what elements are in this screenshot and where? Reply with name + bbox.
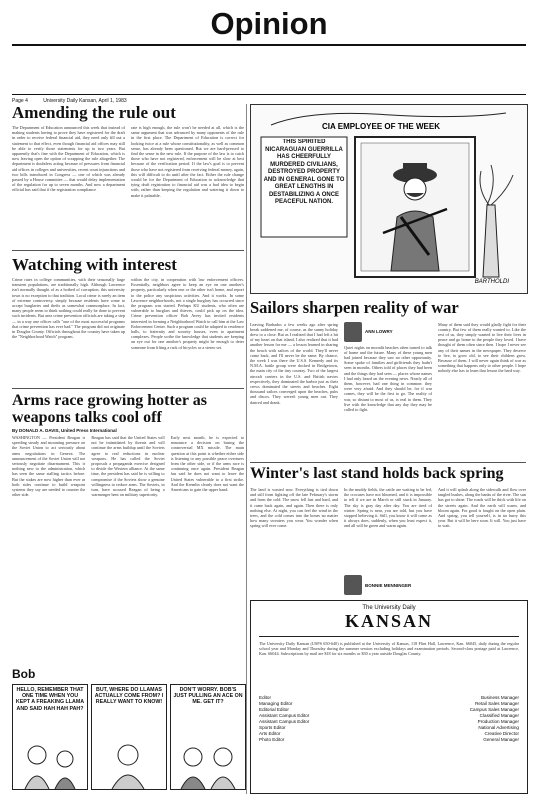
staff-list-editorial: Editor Managing Editor Editorial Editor Assistant Campus Editor Assistant Campus Editor Sports Editor Arts Editor Photo Editor: [259, 695, 310, 742]
speech-bubble: HELLO, REMEMBER THAT ONE TIME WHEN YOU KEPT A FREAKING LLAMA AND SAID HAH HAH PAH?: [15, 687, 85, 712]
editorial-column: within the city, in cooperation with law enforcement officers. Essentially, neighbors agree to keep an eye on one another's property, particularly when one or the other isn't home, and report to the police any suspicious activities. And it works. In some Lawrence neighborhoods, not a single burglary has occurred since the program was started. Perhaps KU students, who often are vulnerable to burglars and thieves, could pick up on the idea. Crime prevention officer Bob Avery has invited residents interested in forming a Neighborhood Watch to call him at the Law Enforcement Center. Such a program could be adapted to residence halls, to fraternity and sorority houses, even to apartment complexes. People scribe the knowledge that students are keeping an eye out for one another's property might be enough to deter someone from lifting a rack of bicycles or a stereo set.: [131, 277, 244, 350]
comic-figure: [13, 739, 87, 789]
page-number: Page 4: [12, 98, 28, 104]
comic-figure: [92, 739, 166, 789]
cartoon-signature: BARTHOLDI: [474, 279, 509, 285]
article-arms-race: [12, 392, 244, 662]
headline-sailors: Sailors sharpen reality of war: [250, 298, 459, 317]
kansan-notice: The University Daily Kansan (USPS 650-640) is published at the University of Kansas, 118 Flint Hall, Lawrence, Kan. 66045, daily during the regular school year and Monday and Thursday during the summer session excluding holidays and examination periods. Second-class postage paid at Lawrence, Kan. 66044. Subscriptions by mail are $18 for six months or $30 a year outside Douglas County.: [259, 641, 519, 657]
comic-panel: [170, 684, 246, 790]
headline-amending: Amending the rule out: [12, 103, 176, 122]
column-winter: [250, 466, 526, 596]
author-box: [344, 322, 432, 342]
editorial-column: Crime rates in college communities, with their seasonally large transient populations, are traditionally high. Although Lawrence isn't normally thought of as a hotbed of corruption, this university town is no exception to that tradition. Local crime is rarely an item of extreme controversy, simply because residents have come to accept burglaries and thefts as somewhat commonplace. In fact, many people seem to think nothing could really be done to prevent such incidents. But area crime prevention officials are taking a step — in a way one officer calls "one of the most successful programs that crime prevention has ever had." The program did not originate in Douglas County. Officials throughout the country have taken up the "Neighborhood Watch" program.: [12, 277, 125, 340]
article-column: WASHINGTON — President Reagan is speeding steady and mounting pressure on the Soviet Union to act seriously about arms negotiations in Geneva. The announcement of the Soviet Union will not seriously negotiate disarmament. This is nothing new to the administration, which has seen the same stalling tactics before. But the stakes are now higher than ever as both sides continue to build weapons systems they say are needed to counter the other side.: [12, 435, 86, 498]
column-text: Quiet nights on moonlit beaches often turned to talk of home and the future. Many of these young men had joined because they saw no other opportunity. Some spoke of families and girlfriends they hadn't seen in months. Others told of places they had been and the things they had seen — places whose names I had only heard on the evening news. Nearly all of them, however, had one thing in common: they were very afraid. And they should be, for if war comes, they will be the first to go. The reality of war, so distant to most of us, is real to them. They live with the knowledge that any day they may be called to fight.: [344, 344, 432, 412]
cartoon-caption: CIA EMPLOYEE OF THE WEEK: [322, 122, 440, 131]
opinion-masthead: [12, 6, 526, 104]
page-title: Opinion: [210, 6, 328, 41]
editorial-watching: [12, 256, 244, 384]
headline-arms: Arms race growing hotter as weapons talks cool off: [12, 392, 207, 426]
editorial-cartoon: [250, 104, 528, 294]
section-divider: [12, 388, 244, 389]
author-name: BONNIE MENNINGER: [365, 582, 412, 588]
author-photo: [344, 322, 362, 342]
comic-panel: [12, 684, 88, 790]
author-photo: [344, 575, 362, 595]
kansan-rule: [259, 636, 519, 637]
speech-bubble: BUT, WHERE DO LLAMAS ACTUALLY COME FROM? I REALLY WANT TO KNOW!: [94, 687, 164, 706]
masthead-rule: [12, 44, 526, 46]
author-name: ANN LOWRY: [365, 329, 393, 334]
cartoon-illustration: [251, 105, 527, 293]
headline-watching: Watching with interest: [12, 255, 177, 274]
column-text: In the muddy fields, the cattle are waiting to be fed, the crocuses have not bloomed, and it is impossible to tell if we are in March or still stuck in January. The sky is gray day after day. You are tired of winter. Spring is near, you are told, but you have stopped believing it. Still, you know it will come as it always does, suddenly, when you least expect it, and all will be green and warm again.: [344, 487, 432, 529]
paper-date: University Daily Kansan, April 1, 1983: [43, 98, 127, 104]
column-text: And it will splash along the sidewalk and flow over tangled bushes, along the banks of the river. The sun has got to shine. The roads will be thick with life on the streets again. And the earth will warm, and bloom again. For good is fought on the open plain. And spring, you tell yourself, is in no hurry this year. But it will be here soon. It will. You just have to wait.: [438, 487, 526, 529]
section-divider: [250, 462, 526, 463]
comic-strip-bob: [12, 668, 244, 792]
speech-bubble: DON'T WORRY. BOB'S JUST PULLING AN ACE ON ME. GET IT?: [173, 687, 243, 706]
comic-title: Bob: [12, 667, 36, 681]
section-divider: [12, 250, 244, 251]
article-column: Reagan has said that the United States will not be intimidated by threats and will continue the arms buildup until the Soviets agree to real reductions in nuclear weapons. He has called the Soviet proposals a propaganda exercise designed to divide the Western alliance. At the same time, the president has said he is willing to compromise if the Soviets show a genuine willingness to reduce arms. The Soviets, in turn, have accused Reagan of being a warmonger bent on military superiority.: [91, 435, 165, 498]
kansan-label: The University Daily: [362, 605, 416, 611]
column-sailors: [250, 300, 526, 460]
editorial-column: rate is high enough, the rule won't be needed at all, which is the same argument that was advanced by many opponents of the rule in the first place. The Department of Education is correct for looking twice at a rule whose constitutionality, as well as common sense, has already been questioned. But we are hard-pressed to find the sense in the new rule. If the purpose of the law is to catch those who have not registered, enforcement will be slow at best because of the verification period. If the law's goal is to prevent those who have not registered from receiving federal money, again, this will difficult to do until after the fact. Either the rule change would be for the Department of Education to acknowledge that tying draft registration to financial aid was a bad idea to begin with, rather than keeping the regulation and watering it down to make it palatable.: [131, 125, 244, 198]
kansan-title: KANSAN: [344, 611, 433, 631]
headline-winter: Winter's last stand holds back spring: [250, 465, 504, 482]
cartoon-sign-text: THIS SPIRITED NICARAGUAN GUERRILLA HAS CHEERFULLY MURDERED CIVILIANS, DESTROYED PROPERTY AND IN GENERAL GONE TO GREAT LENGTHS IN DESTABILIZING A ONCE PEACEFUL NATION.: [263, 139, 345, 205]
column-text: The land is wasted now. Everything is tied down and still from fighting off the late February's storm and from the cold. The snow fell fast and hard, and it came back again, and again. Then there is only nothing else. At night, you can feel the wind in the trees, and the cold comes into the bones no matter how many sweaters you wear. You wonder when spring will ever come.: [250, 487, 338, 529]
article-column: Early next month, he is expected to announce a decision on basing the controversial MX missile. The main question at this point is whether either side is listening to any possible peace overtures from the other side, or if the arms race is continuing once again. President Reagan has said he does not want to leave the United States vulnerable to a first strike. And the Kremlin clearly does not want the Americans to gain the upper hand.: [170, 435, 244, 493]
article-byline: By DONALD A. DAVIS, United Press International: [12, 428, 117, 433]
editorial-column: The Department of Education announced this week that instead of making students having to prove they have registered for the draft in order to receive federal financial aid, they need only fill out a statement to that effect, even though financial aid offices may still be able to verify those statements for up to two years. But apparently that's fine with the Department of Education, which is now leaving open the option of scrapping the rule altogether. The department is doubtless acting because of pressures from financial aid offices in colleges and universities, recent court injunctions and two bills introduced in Congress — one of which was already passed by a House committee — that would delay implementation of the regulation for up to seven months. And now a department official has said that if the registration compliance: [12, 125, 125, 193]
comic-figure: [171, 739, 245, 789]
comic-panel: [91, 684, 167, 790]
kansan-staff-box: [250, 600, 528, 794]
masthead-rule-bottom: [12, 94, 526, 95]
staff-list-business: Business Manager Retail Sales Manager Campus Sales Manager Classified Manager Production Manager National Advertising Creative Director General Manager: [469, 695, 519, 742]
author-box: [344, 575, 432, 595]
column-divider: [246, 104, 247, 794]
editorial-amending: [12, 104, 244, 246]
column-text: Leaving Barbados a few weeks ago after spring break saddened me, of course, as the sunny holiday drew to a close. But as I realized that I had left a bit of my heart on that island, I also realized that it had another lesson for me — a lesson learned in sharing the beach with sailors of the world. They'll never come back, and I'll never be the same. By chance, the week I was there the U.S.S. Kennedy and its N.M.A. battle group were docked in Bridgetown, the main city of the tiny country. Two of the largest aircraft carriers in the U.S. and British navies respectively, they dominated the harbor just as their crews dominated the streets and beaches. Eight thousand sailors converged upon the beaches, pubs and discos. They weren't young men out. They danced and drank.: [250, 321, 338, 405]
column-text: Many of them said they would gladly fight for their country. But few of them really wanted to. Like the rest of us, they simply wanted to live their lives in peace and go home to the people they loved. I have thought of them often since then. I hope I never see any of their names in the newspaper. They deserve to live, to grow old, to see their children grow. Because of them, I will never again think of war as something that happens only to other people. I hope nobody else has to learn that lesson the hard way.: [438, 321, 526, 374]
